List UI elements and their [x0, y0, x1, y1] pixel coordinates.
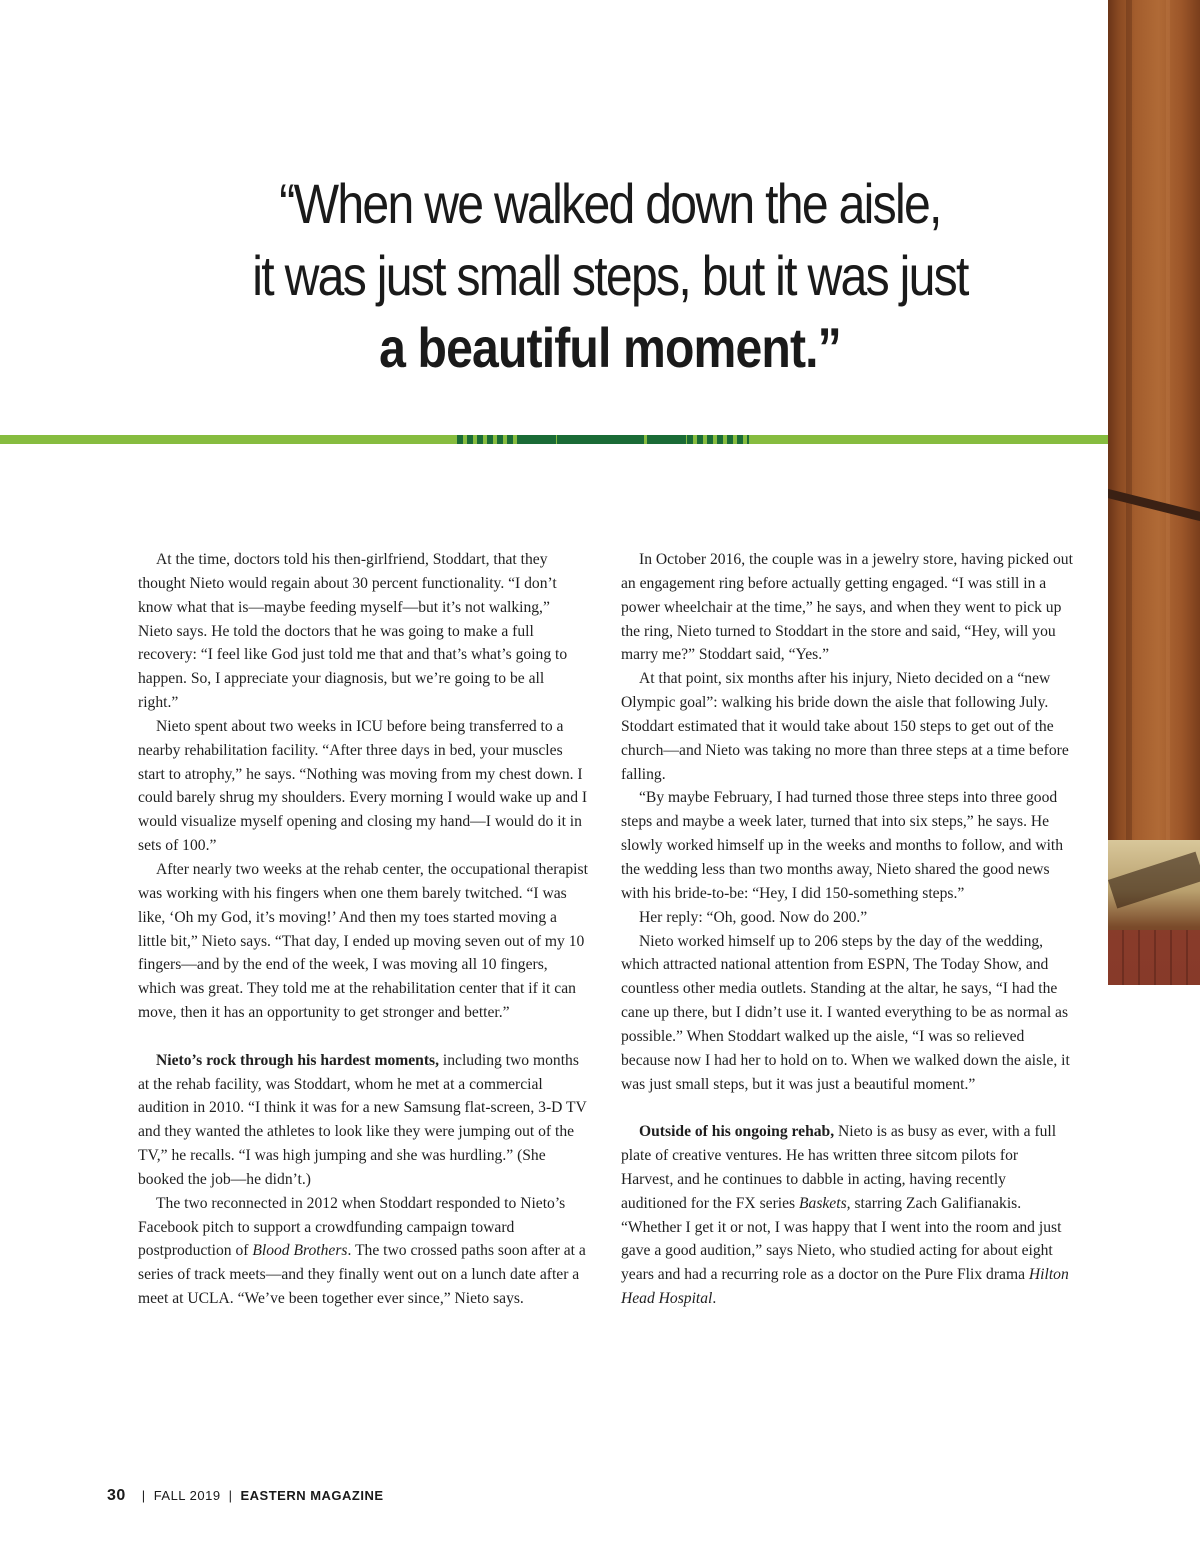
divider-block-1: [518, 435, 556, 444]
paragraph: Nieto’s rock through his hardest moments, including two months at the rehab facility, was Stoddart, whom he met at a commercial audition in 2010. “I think it was for a new Samsung flat-screen, 3-D TV and they wanted the athletes to look like they were jumping out of the TV,” he recalls. “I was high jumping and she was hurdling.” (She booked the job—he didn’t.): [138, 1051, 587, 1188]
pull-quote: [120, 168, 1100, 384]
paragraph: At the time, doctors told his then-girlfriend, Stoddart, that they thought Nieto would regain about 30 percent functionality. “I don’t know what that is—maybe feeding myself—but it’s not walking,” Nieto says. He told the doctors that he was going to make a full recovery: “I feel like God just told me that and that’s what’s going to happen. So, I appreciate your diagnosis, but we’re going to be all right.”: [138, 551, 568, 712]
issue-label: FALL 2019: [153, 1488, 221, 1503]
show-title: Baskets,: [799, 1194, 851, 1212]
article-column-left: [138, 548, 588, 1311]
magazine-name: EASTERN MAGAZINE: [240, 1488, 384, 1503]
pull-quote-line-3: a beautiful moment.”: [379, 316, 841, 379]
paragraph: Nieto spent about two weeks in ICU before being transferred to a nearby rehabilitation facility. “After three days in bed, your muscles start to atrophy,” he says. “Nothing was moving from my chest down. I could barely shrug my shoulders. Every morning I would wake up and I would visualize myself opening and closing my hand—I would do it in sets of 100.”: [138, 717, 588, 855]
wood-photo-edge: [1108, 0, 1200, 985]
page-footer: 30 | FALL 2019 | EASTERN MAGAZINE: [107, 1487, 384, 1504]
paragraph: In October 2016, the couple was in a jewelry store, having picked out an engagement ring before actually getting engaged. “I was still in a power wheelchair at the time,” he says, and when they went to pick up the ring, Nieto turned to Stoddart in the store and said, “Hey, will you marry me?” Stoddart said, “Yes.”: [621, 551, 1073, 664]
lead-in: Nieto’s rock through his hardest moments,: [156, 1051, 440, 1069]
show-title: Hilton Head Hospital: [621, 1266, 1069, 1308]
pull-quote-line-1: “When we walked down the aisle,: [279, 172, 941, 235]
article-column-right: [621, 548, 1073, 1311]
paragraph: The two reconnected in 2012 when Stoddart responded to Nieto’s Facebook pitch to support a crowdfunding campaign toward postproduction of Blood Brothers. The two crossed paths soon after at a series of track meets—and they finally went out on a lunch date after a meet at UCLA. “We’ve been together ever since,” Nieto says.: [138, 1194, 586, 1308]
divider-block-3: [650, 435, 686, 444]
pull-quote-line-2: it was just small steps, but it was just: [252, 244, 968, 307]
paragraph: After nearly two weeks at the rehab center, the occupational therapist was working with his fingers when one them barely twitched. “I was like, ‘Oh my God, it’s moving!’ And then my toes started moving a little bit,” Nieto says. “That day, I ended up moving seven out of my 10 fingers—and by the end of the week, I was moving all 10 fingers, which was great. They told me at the rehabilitation center that if it can move, then it has an opportunity to get stronger and better.”: [138, 860, 588, 1022]
lead-in: Outside of his ongoing rehab,: [639, 1123, 835, 1141]
paragraph: Outside of his ongoing rehab, Nieto is as busy as ever, with a full plate of creative ventures. He has written three sitcom pilots for Harvest, and he continues to dabble in acting, having recently auditioned for the FX series Baskets, starring Zach Galifianakis. “Whether I get it or not, I was happy that I went into the room and just gave a good audition,” says Nieto, who studied acting for about eight years and had a recurring role as a doctor on the Pure Flix drama Hilton Head Hospital.: [621, 1123, 1069, 1308]
film-title: Blood Brothers: [252, 1242, 348, 1260]
paragraph: Nieto worked himself up to 206 steps by the day of the wedding, which attracted national attention from ESPN, The Today Show, and countless other media outlets. Standing at the altar, he says, “I had the cane up there, but I didn’t use it. I wanted everything to be as normal as possible.” When Stoddart walked up the aisle, “I was so relieved because now I had her to hold on to. When we walked down the aisle, it was just small steps, but it was just a beautiful moment.”: [621, 932, 1070, 1093]
paragraph: “By maybe February, I had turned those three steps into three good steps and maybe a week later, turned that into six steps,” he says. He slowly worked himself up in the weeks and months to follow, and with the wedding less than two months away, Nieto shared the good news with his bride-to-be: “Hey, I did 150-something steps.”: [621, 789, 1064, 902]
paragraph: Her reply: “Oh, good. Now do 200.”: [639, 908, 868, 926]
paragraph: At that point, six months after his injury, Nieto decided on a “new Olympic goal”: walking his bride down the aisle that following July. Stoddart estimated that it would take about 150 steps to get out of the church—and Nieto was taking no more than three steps at a time before falling.: [621, 670, 1069, 783]
divider-block-2: [562, 435, 644, 444]
page-number: 30: [107, 1487, 126, 1504]
